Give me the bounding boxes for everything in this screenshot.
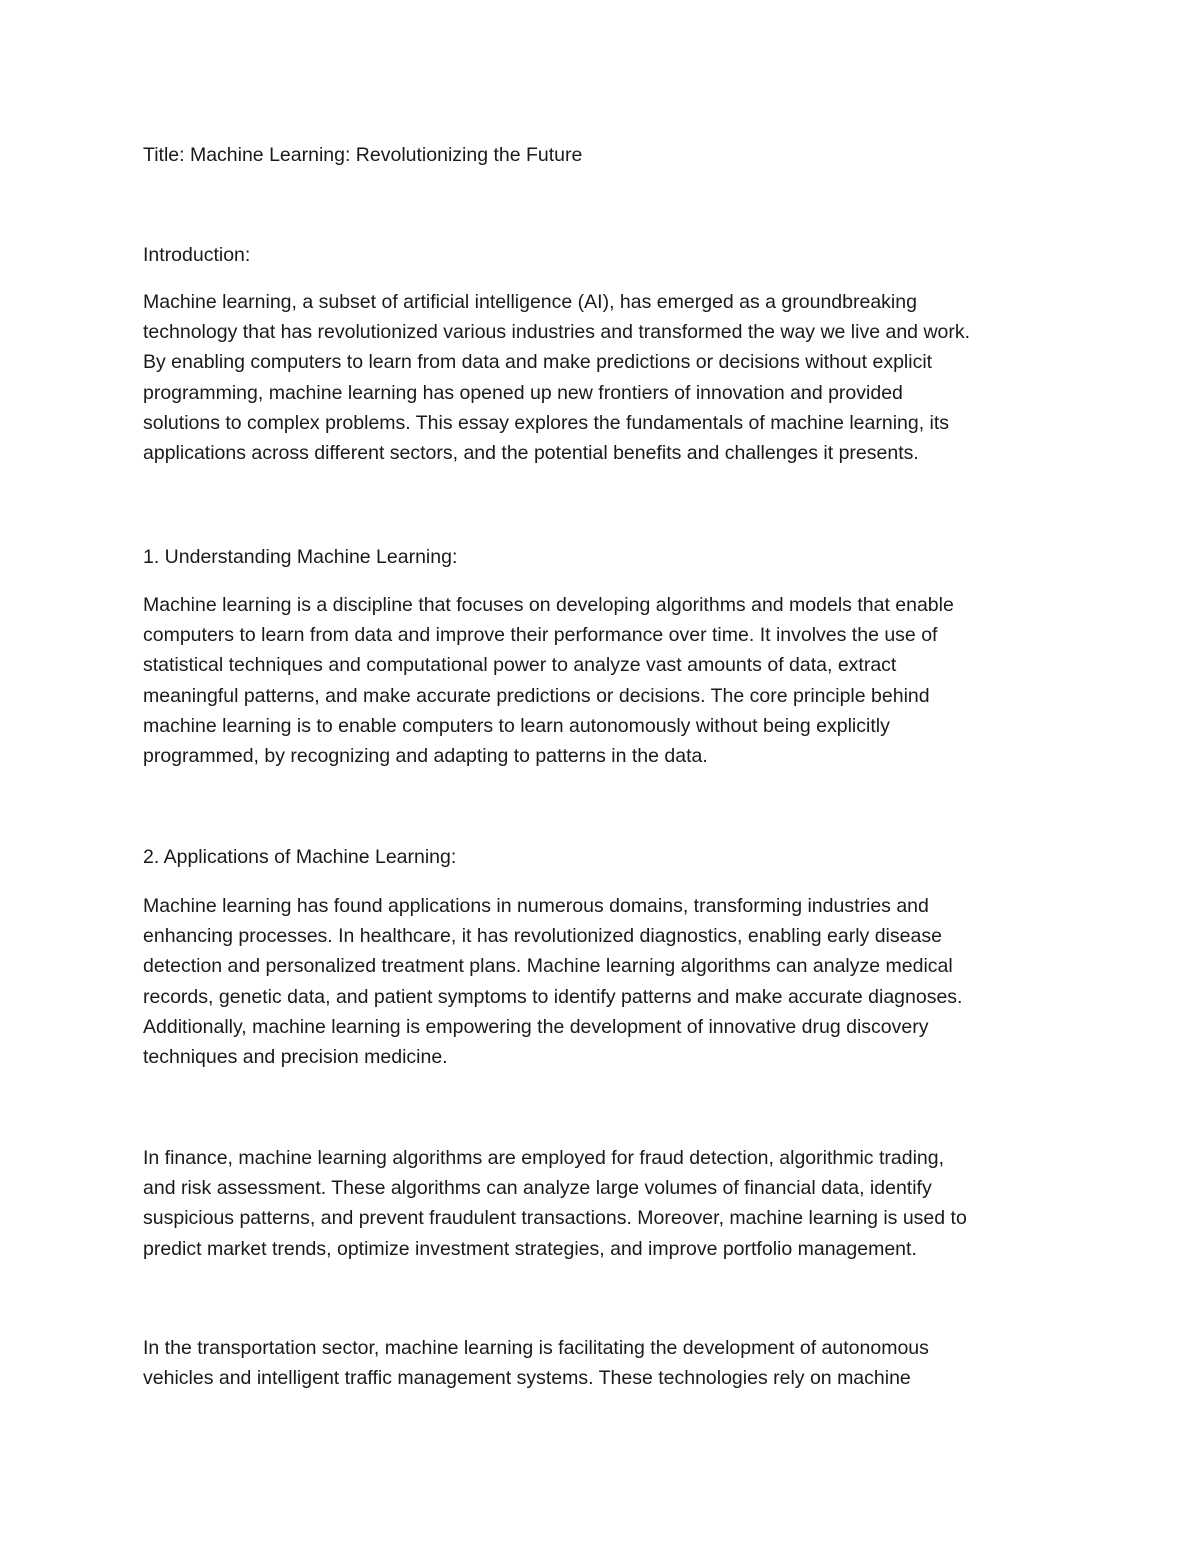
section-1-paragraph <box>143 590 1078 771</box>
paragraph-line: techniques and precision medicine. <box>143 1046 448 1069</box>
paragraph-line: In finance, machine learning algorithms are employed for fraud detection, algorithmic trading, <box>143 1147 945 1169</box>
paragraph-line: Additionally, machine learning is empowering the development of innovative drug discovery <box>143 1015 929 1038</box>
document-title <box>143 140 1078 170</box>
paragraph-line: In the transportation sector, machine learning is facilitating the development of autonomous <box>143 1337 929 1359</box>
paragraph-line: meaningful patterns, and make accurate predictions or decisions. The core principle behind <box>143 684 930 707</box>
introduction-heading <box>143 240 1078 270</box>
section-2-paragraph <box>143 891 1078 1072</box>
heading-text: 1. Understanding Machine Learning: <box>143 546 458 568</box>
paragraph-line: enhancing processes. In healthcare, it has revolutionized diagnostics, enabling early disease <box>143 925 942 948</box>
paragraph-line: applications across different sectors, and the potential benefits and challenges it presents. <box>143 442 919 465</box>
introduction-paragraph <box>143 287 1078 468</box>
section-2-heading <box>143 842 1078 872</box>
transportation-paragraph <box>143 1333 1078 1393</box>
heading-text: Introduction: <box>143 244 251 266</box>
paragraph-line: suspicious patterns, and prevent fraudulent transactions. Moreover, machine learning is used to <box>143 1207 967 1230</box>
paragraph-line: By enabling computers to learn from data and make predictions or decisions without explicit <box>143 351 933 374</box>
paragraph-line: statistical techniques and computational power to analyze vast amounts of data, extract <box>143 654 897 677</box>
paragraph-line: Machine learning is a discipline that focuses on developing algorithms and models that enable <box>143 594 954 616</box>
paragraph-line: detection and personalized treatment plans. Machine learning algorithms can analyze medical <box>143 955 953 978</box>
paragraph-line: and risk assessment. These algorithms can analyze large volumes of financial data, identify <box>143 1177 932 1200</box>
paragraph-line: machine learning is to enable computers to learn autonomously without being explicitly <box>143 714 890 737</box>
paragraph-line: vehicles and intelligent traffic management systems. These technologies rely on machine <box>143 1367 911 1390</box>
paragraph-line: programmed, by recognizing and adapting to patterns in the data. <box>143 745 708 768</box>
title-text: Title: Machine Learning: Revolutionizing the Future <box>143 144 583 166</box>
paragraph-line: solutions to complex problems. This essay explores the fundamentals of machine learning, its <box>143 411 950 434</box>
heading-text: 2. Applications of Machine Learning: <box>143 846 457 868</box>
paragraph-line: Machine learning has found applications in numerous domains, transforming industries and <box>143 895 929 917</box>
paragraph-line: computers to learn from data and improve their performance over time. It involves the use of <box>143 624 938 647</box>
paragraph-line: Machine learning, a subset of artificial intelligence (AI), has emerged as a groundbreaking <box>143 291 917 313</box>
paragraph-line: predict market trends, optimize investment strategies, and improve portfolio management. <box>143 1237 917 1260</box>
paragraph-line: technology that has revolutionized various industries and transformed the way we live and work. <box>143 321 971 344</box>
section-1-heading <box>143 542 1078 572</box>
paragraph-line: records, genetic data, and patient symptoms to identify patterns and make accurate diagnoses. <box>143 985 963 1008</box>
finance-paragraph <box>143 1143 1078 1264</box>
paragraph-line: programming, machine learning has opened up new frontiers of innovation and provided <box>143 381 903 404</box>
